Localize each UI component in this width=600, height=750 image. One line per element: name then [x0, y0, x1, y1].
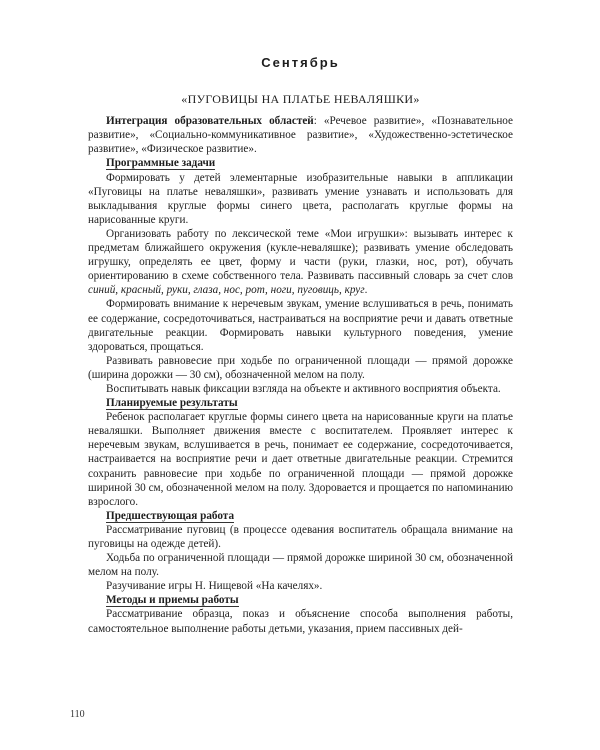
month-heading: Сентябрь — [261, 55, 340, 70]
preliminary-heading: Предшествующая работа — [106, 509, 235, 522]
preliminary-p2: Ходьба по ограниченной площади — прямой дорожке шириной 30 см, обозначенной мелом на полу. — [88, 552, 513, 579]
preliminary-p1: Рассматривание пуговиц (в процессе одевания воспитатель обращала внимание на пуговицы на одежде детей). — [88, 523, 513, 550]
page-number: 110 — [70, 709, 85, 720]
vocabulary-words: синий, красный, руки, глаза, нос, рот, ноги, пуговиць, круг — [88, 284, 365, 297]
lesson-title: «ПУГОВИЦЫ НА ПЛАТЬЕ НЕВАЛЯШКИ» — [181, 92, 420, 107]
program-tasks-p3: Формировать внимание к неречевым звукам, умение вслушиваться в речь, понимать ее содержание, сосредоточиваться, настраиваться на восприятие речи и давать ответные двигательные реакции. Формировать навыки культурного поведения, умение здороваться, прощаться. — [88, 298, 513, 353]
program-tasks-p2: Организовать работу по лексической теме «Мои игрушки»: вызывать интерес к предметам ближайшего окружения (кукле-неваляшке); развивать умение обследовать игрушку, определять ее цвет, форму и части (руки, глазки, нос, рот), обучать ориентированию в схеме собственного тела. Развивать пассивный словарь за счет слов синий, красный, руки, глаза, нос, рот, ноги, пуговиць, круг. — [88, 227, 513, 297]
results-p1: Ребенок располагает круглые формы синего цвета на нарисованные круги на платье неваляшки. Выполняет движения вместе с воспитателем. Проявляет интерес к неречевым звукам, вслушивается в речь, понимает ее содержание, сосредоточивается, настраивается на восприятие речи и дает ответные двигательные реакции. Стремится сохранить равновесие при ходьбе по ограниченной площади — прямой дорожке шириной 30 см, обозначенной мелом на полу. Здоровается и прощается по напоминанию взрослого. — [88, 411, 513, 508]
page-body — [88, 48, 513, 636]
program-tasks-heading: Программные задачи — [106, 157, 216, 170]
results-heading: Планируемые результаты — [106, 397, 238, 410]
methods-heading: Методы и приемы работы — [106, 594, 239, 607]
program-tasks-p4: Развивать равновесие при ходьбе по ограниченной площади — прямой дорожке (ширина дорожки — 30 см), обозначенной мелом на полу. — [88, 354, 513, 381]
program-tasks-p1: Формировать у детей элементарные изобразительные навыки в аппликации «Пуговицы на платье неваляшки», развивать умение узнавать и использовать для выкладывания круглые формы синего цвета, располагать круглые формы на нарисованные круги. — [88, 171, 513, 226]
methods-p1: Рассматривание образца, показ и объяснение способа выполнения работы, самостоятельное выполнение работы детьми, указания, прием пассивных дей- — [88, 608, 513, 635]
integration-paragraph — [88, 114, 513, 156]
integration-text: : «Речевое развитие», «Познавательное развитие», «Социально-коммуникативное развитие», «Художественно-эстетическое развитие», «Физическое развитие». — [88, 115, 514, 156]
preliminary-p3: Разучивание игры Н. Нищевой «На качелях». — [106, 580, 323, 593]
program-tasks-p5: Воспитывать навык фиксации взгляда на объекте и активного восприятия объекта. — [106, 382, 501, 395]
integration-label: Интеграция образовательных областей — [106, 115, 314, 128]
